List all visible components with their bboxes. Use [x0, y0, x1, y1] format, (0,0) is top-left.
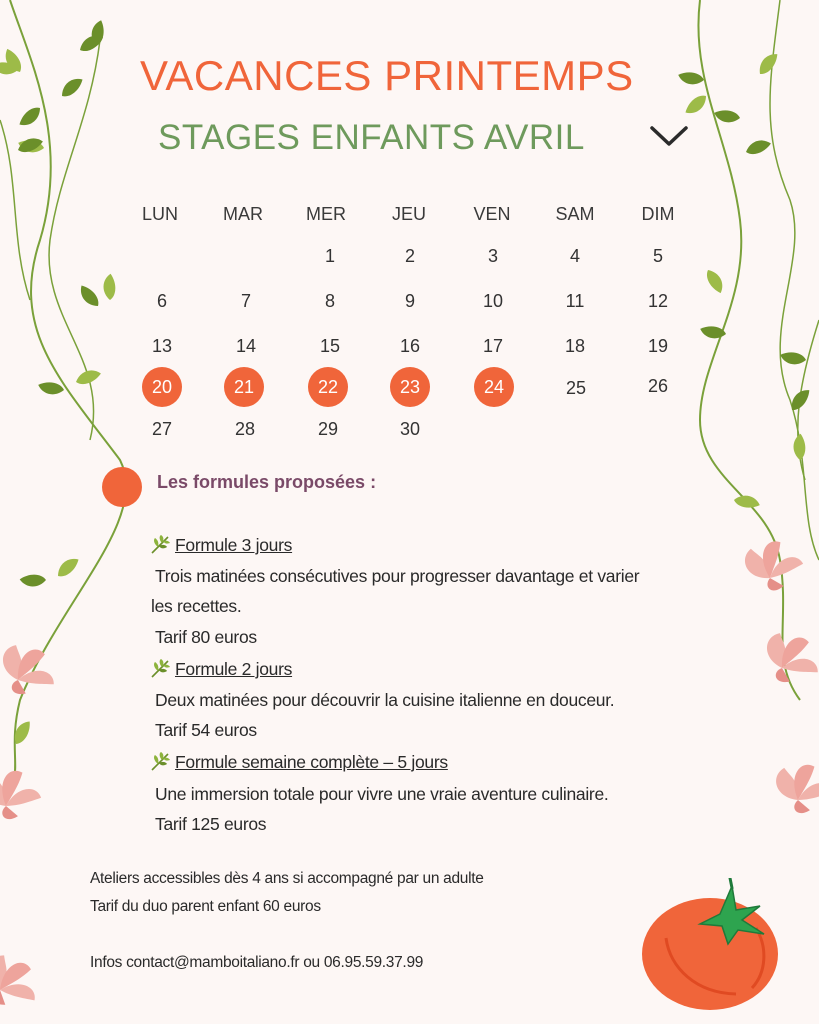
calendar-day[interactable]: 1: [324, 246, 335, 266]
calendar-day[interactable]: 7: [240, 291, 251, 311]
formula-name: Formule 3 jours: [175, 535, 293, 555]
weekday-label-dim: DIM: [641, 204, 675, 224]
herb-sprig-icon: [150, 751, 172, 771]
calendar-day[interactable]: 13: [151, 336, 173, 356]
calendar-day-highlighted[interactable]: 23: [390, 367, 430, 407]
info-duo-price: Tarif du duo parent enfant 60 euros: [90, 898, 321, 915]
formula-price: Tarif 54 euros: [155, 720, 257, 740]
formula-price: Tarif 80 euros: [155, 627, 257, 647]
weekday-label-ven: VEN: [473, 204, 511, 224]
calendar-day[interactable]: 2: [404, 246, 415, 266]
formula-semaine-complete: [150, 751, 448, 773]
calendar-day[interactable]: 11: [565, 291, 585, 311]
calendar-day-highlighted[interactable]: 21: [224, 367, 264, 407]
formula-3-jours: [150, 534, 292, 556]
formula-description: Une immersion totale pour vivre une vraie aventure culinaire.: [155, 784, 609, 804]
calendar-day[interactable]: 10: [482, 291, 504, 311]
formula-name: Formule semaine complète – 5 jours: [175, 752, 448, 772]
calendar-day[interactable]: 5: [652, 246, 663, 266]
weekday-label-lun: LUN: [141, 204, 178, 224]
calendar-day[interactable]: 30: [399, 419, 421, 439]
formula-2-jours: [150, 658, 292, 680]
section-bullet-dot: [102, 467, 142, 507]
calendar-day[interactable]: 14: [235, 336, 257, 356]
formula-description: Trois matinées consécutives pour progresser davantage et varier: [155, 566, 640, 586]
calendar-day[interactable]: 19: [647, 336, 669, 356]
calendar-day[interactable]: 12: [647, 291, 669, 311]
calendar-day[interactable]: 6: [156, 291, 167, 311]
calendar-day[interactable]: 4: [569, 246, 580, 266]
calendar-day[interactable]: 16: [399, 336, 421, 356]
calendar-day[interactable]: 26: [647, 376, 669, 396]
calendar-day[interactable]: 27: [151, 419, 173, 439]
chevron-down-icon[interactable]: [648, 122, 690, 150]
calendar-day-highlighted[interactable]: 24: [474, 367, 514, 407]
formulas-title: Les formules proposées :: [157, 472, 377, 492]
calendar-day-highlighted[interactable]: 22: [308, 367, 348, 407]
tomato-icon: [636, 878, 786, 1013]
calendar-day[interactable]: 25: [565, 378, 587, 398]
weekday-label-sam: SAM: [555, 204, 595, 224]
formula-description: Deux matinées pour découvrir la cuisine italienne en douceur.: [155, 690, 615, 710]
calendar-day[interactable]: 18: [564, 336, 586, 356]
calendar-day-highlighted[interactable]: 20: [142, 367, 182, 407]
calendar-day[interactable]: 29: [317, 419, 339, 439]
page-title: VACANCES PRINTEMPS: [140, 52, 634, 99]
page-subtitle: STAGES ENFANTS AVRIL: [158, 118, 585, 157]
info-age-requirement: Ateliers accessibles dès 4 ans si accompagné par un adulte: [90, 870, 484, 887]
calendar-day[interactable]: 15: [319, 336, 341, 356]
herb-sprig-icon: [150, 658, 172, 678]
weekday-label-jeu: JEU: [391, 204, 426, 224]
calendar-day[interactable]: 9: [404, 291, 415, 311]
calendar-day[interactable]: 28: [234, 419, 256, 439]
formula-name: Formule 2 jours: [175, 659, 293, 679]
weekday-label-mer: MER: [306, 204, 346, 224]
contact-info[interactable]: Infos contact@mamboitaliano.fr ou 06.95.59.37.99: [90, 954, 424, 971]
calendar-day[interactable]: 8: [324, 291, 335, 311]
calendar-day[interactable]: 17: [482, 336, 504, 356]
calendar-day[interactable]: 3: [487, 246, 498, 266]
herb-sprig-icon: [150, 534, 172, 554]
formula-price: Tarif 125 euros: [155, 814, 267, 834]
weekday-label-mar: MAR: [223, 204, 263, 224]
formula-description: les recettes.: [151, 596, 242, 616]
